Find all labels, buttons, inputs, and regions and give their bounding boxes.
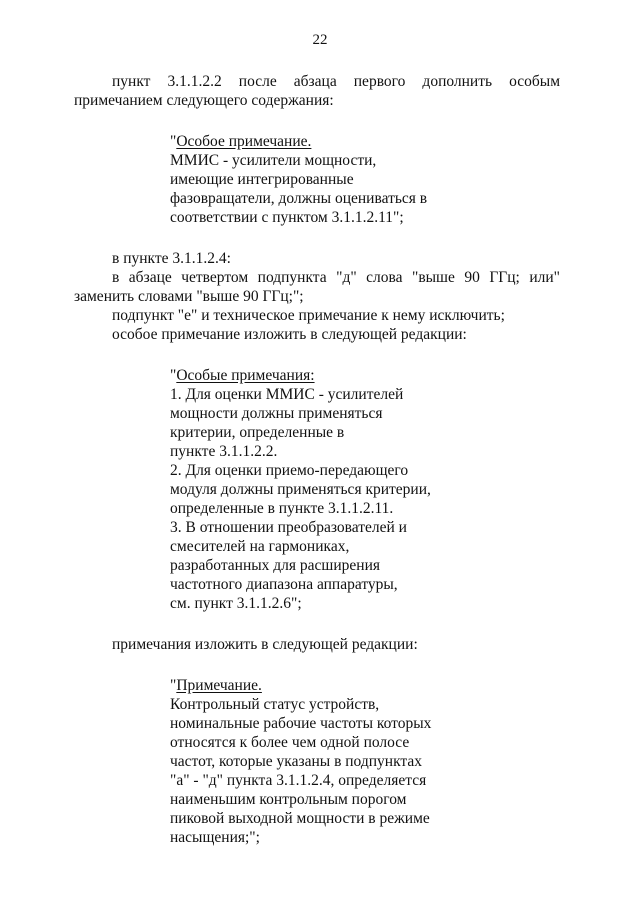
quote-open-mark: " <box>170 677 177 694</box>
quote-line: 2. Для оценки приемо-передающего <box>170 462 409 479</box>
quote-heading: Особые примечания: <box>176 367 315 384</box>
quote-line: ММИС - усилители мощности, <box>170 152 377 169</box>
page-number: 22 <box>312 32 328 48</box>
quote-line: фазовращатели, должны оцениваться в <box>170 190 428 207</box>
quote-line: соответствии с пунктом 3.1.1.2.11"; <box>170 209 404 226</box>
paragraph-replace-words: в абзаце четвертом подпункта "д" слова "выше 90 ГГц; или" заменить словами "выше 90 ГГц;"; <box>74 269 560 305</box>
quote-line: Контрольный статус устройств, <box>170 696 380 713</box>
quote-line: 3. В отношении преобразователей и <box>170 519 407 536</box>
quote-line: пункте 3.1.1.2.2. <box>170 443 278 460</box>
paragraph-amend-3-1-1-2-2: пункт 3.1.1.2.2 после абзаца первого дополнить особым примечанием следующего содержания: <box>74 73 560 109</box>
quote-heading-line <box>170 366 470 385</box>
quote-heading: Примечание. <box>176 677 262 694</box>
quote-line: наименьшим контрольным порогом <box>170 791 407 808</box>
paragraph-in-item-3-1-1-2-4: в пункте 3.1.1.2.4: <box>112 250 231 267</box>
quote-line: критерии, определенные в <box>170 424 345 441</box>
quote-line: 1. Для оценки ММИС - усилителей <box>170 386 404 403</box>
quote-open-mark: " <box>170 133 177 150</box>
quote-heading-line <box>170 132 470 151</box>
quote-special-notes <box>170 366 470 613</box>
quote-line: мощности должны применяться <box>170 405 383 422</box>
paragraph-special-note-edit: особое примечание изложить в следующей редакции: <box>112 326 467 343</box>
quote-line: см. пункт 3.1.1.2.6"; <box>170 595 302 612</box>
quote-special-note <box>170 132 470 227</box>
quote-line: определенные в пункте 3.1.1.2.11. <box>170 500 394 517</box>
document-body <box>74 72 560 847</box>
quote-heading-line <box>170 676 470 695</box>
quote-line: "а" - "д" пункта 3.1.1.2.4, определяется <box>170 772 427 789</box>
quote-line: частот, которые указаны в подпунктах <box>170 753 423 770</box>
quote-line: пиковой выходной мощности в режиме <box>170 810 430 827</box>
quote-line: номинальные рабочие частоты которых <box>170 715 432 732</box>
quote-line: частотного диапазона аппаратуры, <box>170 576 398 593</box>
quote-open-mark: " <box>170 367 177 384</box>
quote-heading: Особое примечание. <box>176 133 312 150</box>
quote-line: модуля должны применяться критерии, <box>170 481 431 498</box>
quote-line: смесителей на гармониках, <box>170 538 350 555</box>
paragraph-notes-edit: примечания изложить в следующей редакции: <box>112 636 418 653</box>
quote-line: насыщения;"; <box>170 829 260 846</box>
quote-note <box>170 676 470 847</box>
quote-line: относятся к более чем одной полосе <box>170 734 410 751</box>
quote-line: имеющие интегрированные <box>170 171 354 188</box>
quote-line: разработанных для расширения <box>170 557 380 574</box>
paragraph-exclude-subitem: подпункт "е" и техническое примечание к нему исключить; <box>112 307 505 324</box>
